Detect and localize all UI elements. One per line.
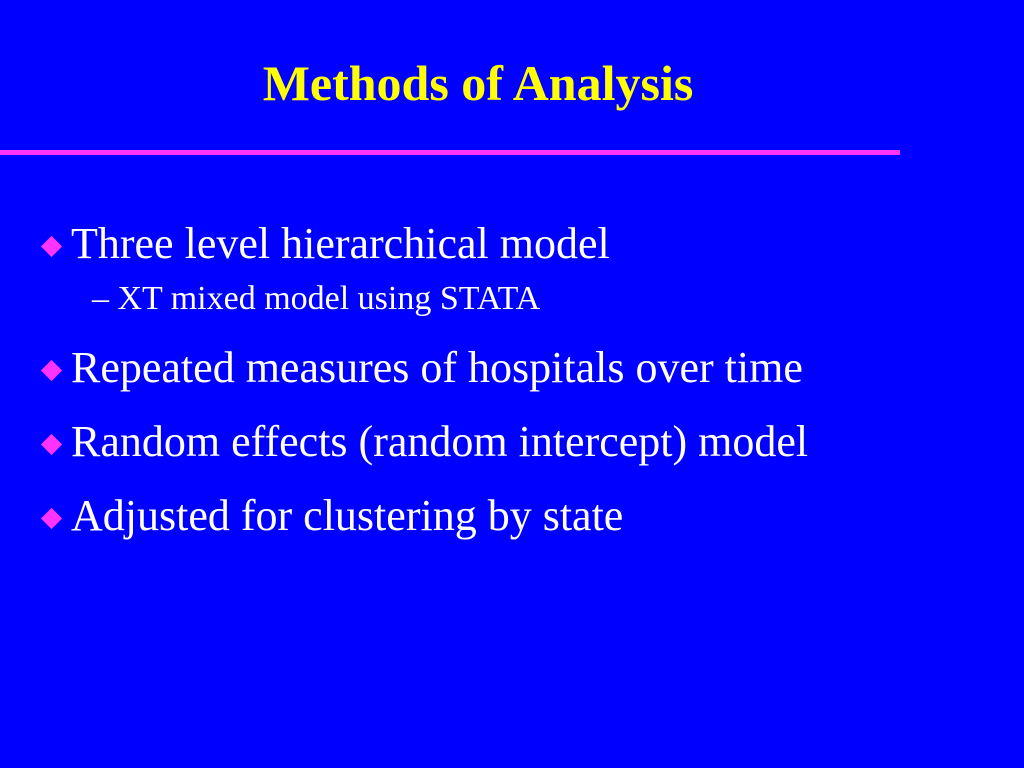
- bullet-item: [40, 214, 1000, 274]
- slide-title: Methods of Analysis: [262, 55, 694, 111]
- bullet-text: Repeated measures of hospitals over time: [71, 343, 803, 392]
- bullet-item: [40, 338, 1000, 398]
- bullet-list: [40, 214, 1000, 546]
- diamond-icon: [41, 359, 62, 380]
- bullet-item: [40, 412, 1000, 472]
- title-divider: [0, 150, 900, 155]
- diamond-icon: [41, 433, 62, 454]
- bullet-text: Random effects (random intercept) model: [71, 417, 809, 466]
- diamond-icon: [41, 507, 62, 528]
- bullet-item: [40, 486, 1000, 546]
- sub-bullet-item: – XT mixed model using STATA: [92, 280, 541, 317]
- diamond-icon: [41, 235, 62, 256]
- bullet-text: Adjusted for clustering by state: [71, 491, 624, 540]
- bullet-text: Three level hierarchical model: [71, 219, 610, 268]
